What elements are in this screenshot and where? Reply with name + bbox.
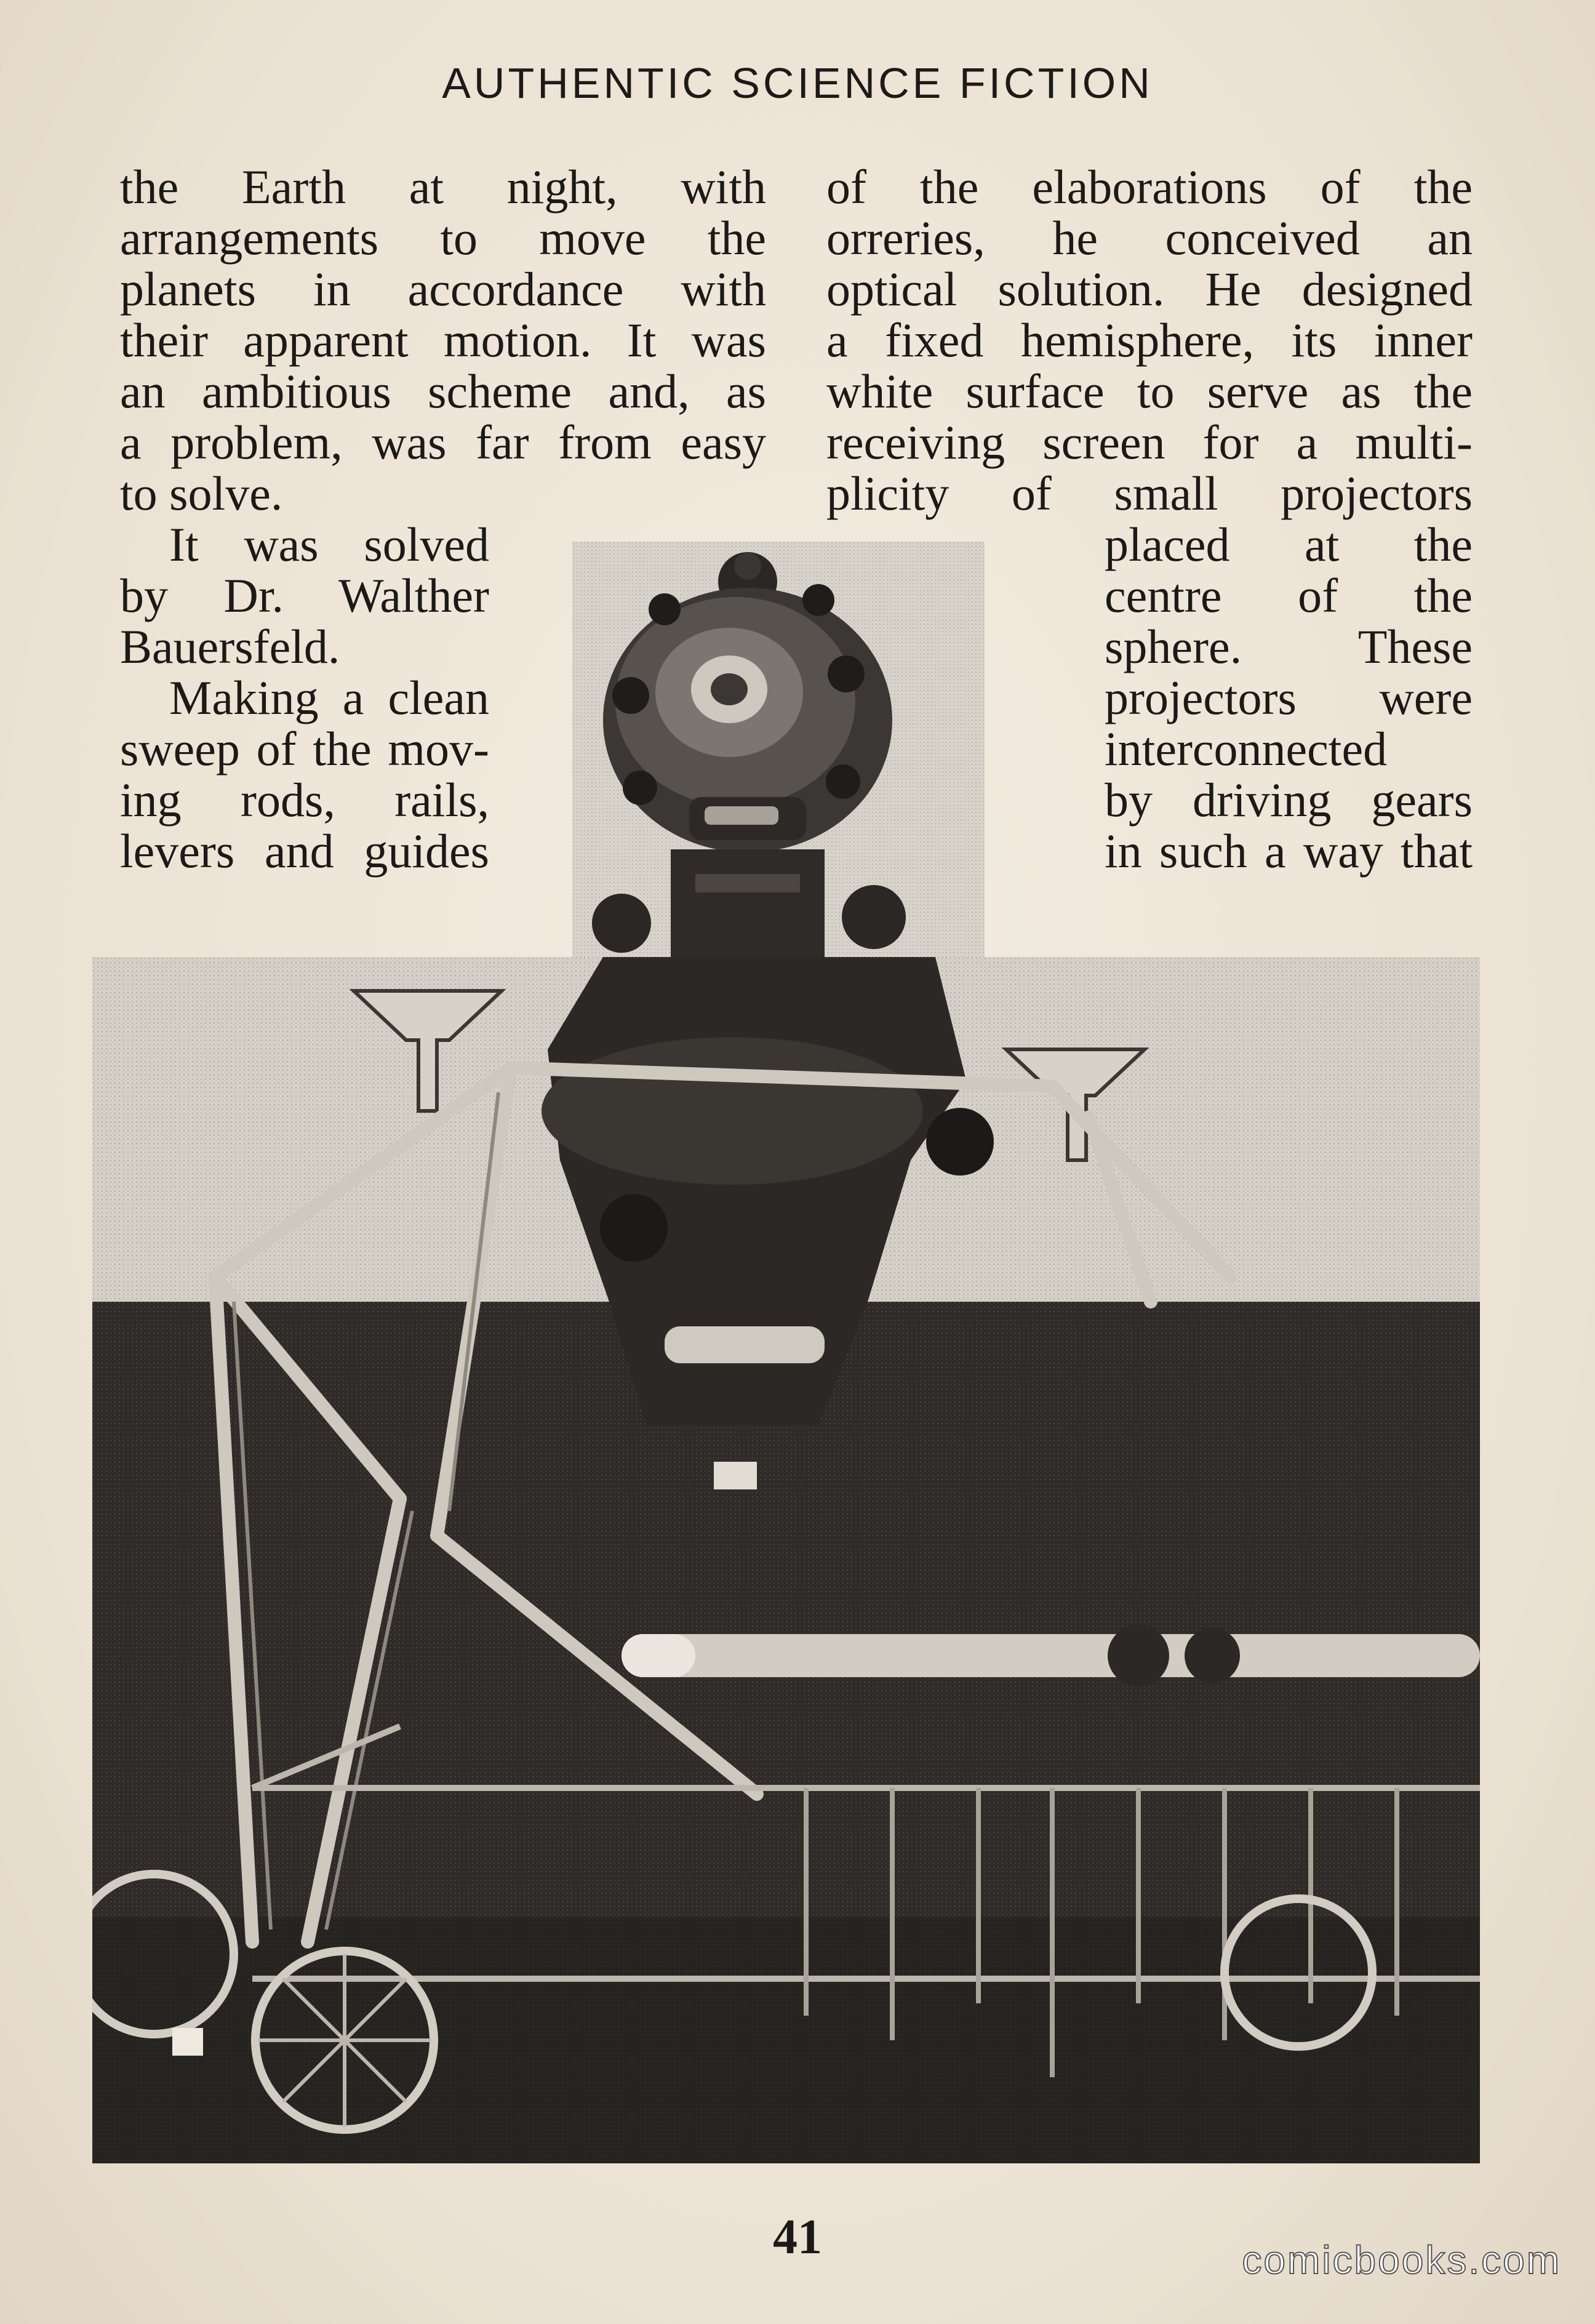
text-line: projectors were <box>1105 671 1473 724</box>
text-line: of the elaborations of the <box>826 160 1473 214</box>
text-line: optical solution. He designed <box>826 262 1473 316</box>
running-head: AUTHENTIC SCIENCE FICTION <box>442 59 1153 107</box>
watermark: comicbooks.com <box>1242 2238 1561 2282</box>
text-line: by Dr. Walther <box>120 569 489 622</box>
photo-planetarium-projector <box>92 957 1480 2163</box>
text-line: receiving screen for a multi- <box>826 415 1473 469</box>
text-line: their apparent motion. It was <box>120 313 766 367</box>
text-line: a problem, was far from easy <box>120 415 766 469</box>
left-column-narrow <box>120 519 489 876</box>
text-line: orreries, he conceived an <box>826 211 1473 265</box>
photo-projector-head <box>572 542 985 960</box>
text-line: Bauersfeld. <box>120 620 340 673</box>
text-line: levers and guides <box>120 824 489 878</box>
right-column-narrow <box>1105 519 1473 876</box>
text-line: an ambitious scheme and, as <box>120 364 766 418</box>
text-line: It was solved <box>169 518 489 571</box>
text-line: sphere. These <box>1105 620 1473 673</box>
text-line: planets in accordance with <box>120 262 766 316</box>
text-line: to solve. <box>120 467 283 520</box>
text-line: plicity of small projectors <box>826 467 1473 520</box>
text-line: ing rods, rails, <box>120 773 489 827</box>
text-line: interconnected <box>1105 722 1388 775</box>
text-line: sweep of the mov- <box>120 722 489 775</box>
text-line: a fixed hemisphere, its inner <box>826 313 1473 367</box>
text-line: white surface to serve as the <box>826 364 1473 418</box>
text-line: arrangements to move the <box>120 211 766 265</box>
right-column-top <box>826 161 1473 519</box>
text-line: centre of the <box>1105 569 1473 622</box>
text-line: Making a clean <box>169 671 489 724</box>
text-line: placed at the <box>1105 518 1473 571</box>
page-number: 41 <box>773 2210 822 2264</box>
text-line: in such a way that <box>1105 824 1473 878</box>
left-column-top <box>120 161 766 519</box>
text-line: the Earth at night, with <box>120 160 766 214</box>
text-line: by driving gears <box>1105 773 1473 827</box>
